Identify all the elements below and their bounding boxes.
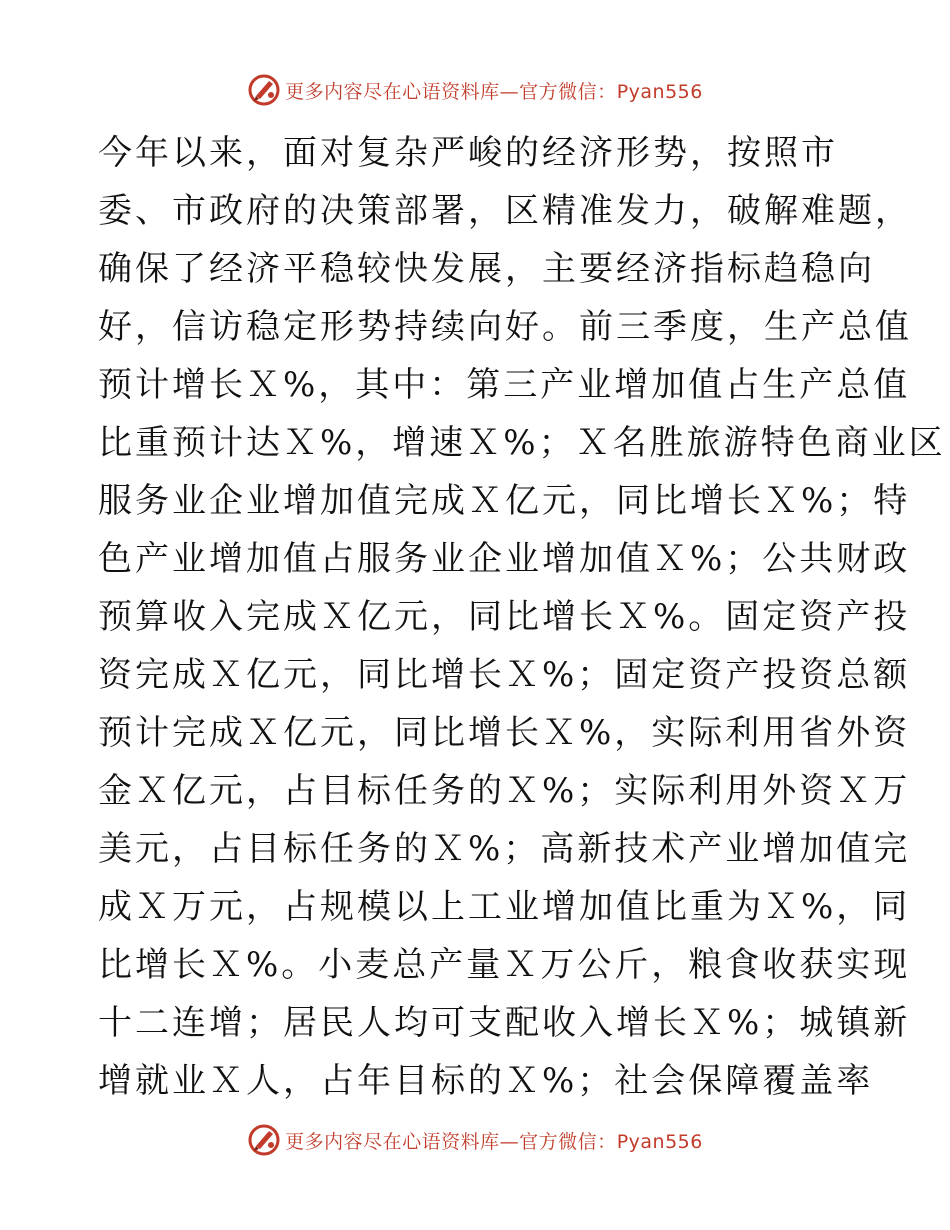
- text-line: 金Ｘ亿元，占目标任务的Ｘ%；实际利用外资Ｘ万: [98, 771, 911, 811]
- text-line: 成Ｘ万元，占规模以上工业增加值比重为Ｘ%，同: [98, 887, 911, 927]
- watermark-account: Pyan556: [616, 80, 703, 103]
- watermark-footer: [0, 1120, 950, 1160]
- text-line: 确保了经济平稳较快发展，主要经济指标趋稳向: [98, 249, 875, 289]
- text-line: 增就业Ｘ人，占年目标的Ｘ%；社会保障覆盖率: [98, 1061, 874, 1101]
- watermark-header: [0, 70, 950, 110]
- logo-icon: [247, 73, 281, 107]
- watermark-label: 官方微信：: [519, 1130, 617, 1153]
- watermark-dash: —: [499, 1130, 520, 1153]
- text-line: 十二连增；居民人均可支配收入增长Ｘ%；城镇新: [98, 1003, 911, 1043]
- text-line: 资完成Ｘ亿元，同比增长Ｘ%；固定资产投资总额: [98, 655, 911, 695]
- text-line: 预算收入完成Ｘ亿元，同比增长Ｘ%。固定资产投: [98, 597, 911, 637]
- watermark-account: Pyan556: [616, 1130, 703, 1153]
- text-line: 比增长Ｘ%。小麦总产量Ｘ万公斤，粮食收获实现: [98, 945, 911, 985]
- text-line: 预计完成Ｘ亿元，同比增长Ｘ%，实际利用省外资: [98, 713, 911, 753]
- text-line: 色产业增加值占服务业企业增加值Ｘ%；公共财政: [98, 539, 911, 579]
- text-line: 比重预计达Ｘ%，增速Ｘ%；Ｘ名胜旅游特色商业区: [98, 423, 946, 463]
- text-line: 好，信访稳定形势持续向好。前三季度，生产总值: [98, 307, 912, 347]
- text-line: 委、市政府的决策部署，区精准发力，破解难题，: [98, 191, 912, 231]
- text-line: 今年以来，面对复杂严峻的经济形势，按照市: [98, 133, 838, 173]
- text-line: 服务业企业增加值完成Ｘ亿元，同比增长Ｘ%；特: [98, 481, 911, 521]
- watermark-label: 官方微信：: [519, 80, 617, 103]
- watermark-site: 更多内容尽在心语资料库: [285, 80, 500, 103]
- watermark-dash: —: [499, 80, 520, 103]
- watermark-text: [285, 77, 703, 104]
- text-line: 预计增长Ｘ%，其中：第三产业增加值占生产总值: [98, 365, 911, 405]
- watermark-text: [285, 1127, 703, 1154]
- logo-icon: [247, 1123, 281, 1157]
- document-body: [98, 124, 946, 1110]
- watermark-site: 更多内容尽在心语资料库: [285, 1130, 500, 1153]
- text-line: 美元，占目标任务的Ｘ%；高新技术产业增加值完: [98, 829, 911, 869]
